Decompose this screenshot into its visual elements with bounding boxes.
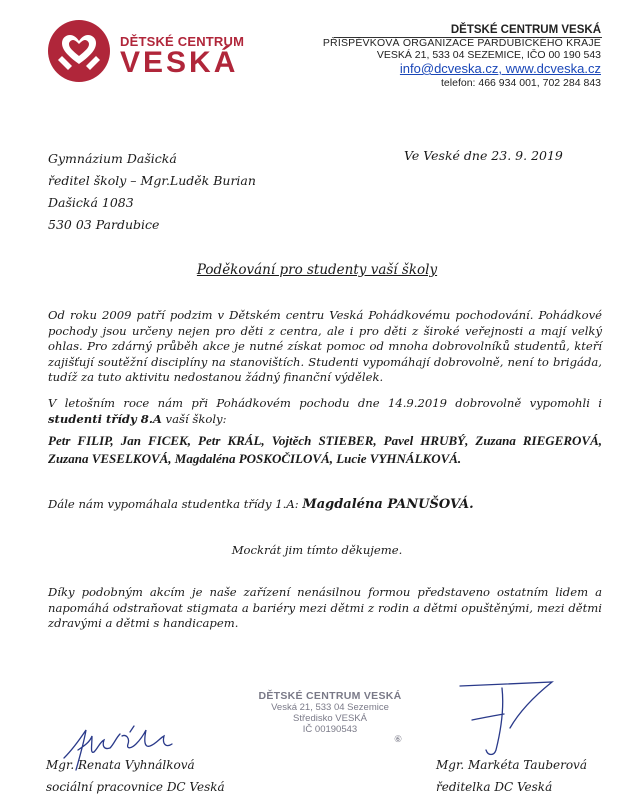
website-link[interactable]: www.dcveska.cz [505,61,601,76]
logo-text-top: DĚTSKÉ CENTRUM [120,34,245,49]
thanks-line: Mockrát jim tímto děkujeme. [231,543,403,557]
letter-title: Poděkování pro studenty vaší školy [196,262,438,278]
right-signature-block [436,754,587,798]
stamp-line-3: Středisko VESKÁ [293,713,367,724]
organization-logo [48,20,245,90]
organization-stamp [250,690,410,744]
right-signer-role: ředitelka DC Veská [436,780,553,794]
left-signer-name: Mgr. Renata Vyhnálková [46,758,195,772]
left-signature-block [46,754,225,798]
header-phone: telefon: 466 934 001, 702 284 843 [441,77,601,89]
email-link[interactable]: info@dcveska.cz [399,61,499,76]
student-names: Petr FILIP, Jan FICEK, Petr KRÁL, Vojtěch STIEBER, Pavel HRUBÝ, Zuzana RIEGEROVÁ, Zuzana VESELKOVÁ, Magdaléna POSKOČILOVÁ, Lucie VYHNÁLKOVÁ. [48,433,602,466]
recipient-line-1: Gymnázium Dašická [48,151,177,166]
body-paragraph-5: Díky podobným akcím je naše zařízení nenásilnou formou představeno ostatním lidem a napomáhá odstraňovat stigmata a bariéry mezi dětmi z rodin a dětmi opuštěnými, mezi dětmi zdravými a dětmi s handicapem. [48,585,602,630]
body-paragraph-1: Od roku 2009 patří podzim v Dětském centru Veská Pohádkovému pochodování. Pohádkové pochody jsou určeny nejen pro děti z centra, ale i pro děti z široké veřejnosti a mají velký ohlas. Pro zdárný průběh akce je nutné získat pomoc od mnoha dobrovolníků studentů, kteří zajišťují soutěžní disciplíny na stanovištích. Studenti vypomáhají dobrovolně, není to brigáda, tudíž za tuto aktivitu nedostanou žádný finanční výdělek. [48,308,602,384]
right-signature-icon [452,680,562,760]
paragraph-2-start: V letošním roce nám při Pohádkovém pochodu dne 14.9.2019 dobrovolně vypomohli i [48,396,602,410]
body-paragraph-4 [48,497,602,513]
left-signer-role: sociální pracovnice DC Veská [46,780,225,794]
paragraph-4-start: Dále nám vypomáhala studentka třídy 1.A: [48,497,303,511]
header-org-name: DĚTSKÉ CENTRUM VESKÁ [450,24,601,36]
letterhead [323,24,601,90]
paragraph-2-end: vaší školy: [161,411,227,426]
stamp-line-4: IČ 00190543 [302,724,358,735]
stamp-number: ⑥ [394,734,403,744]
recipient-address [48,148,256,236]
contact-separator: , [498,61,506,76]
header-address: VESKÁ 21, 533 04 SEZEMICE, IČO 00 190 543 [376,49,601,61]
paragraph-4-name: Magdaléna PANUŠOVÁ. [302,497,474,512]
paragraph-2-class: studenti třídy 8.A [48,411,162,426]
right-signer-name: Mgr. Markéta Tauberová [436,758,587,772]
header-contacts [323,61,601,77]
hands-heart-icon [48,20,110,82]
letter-date: Ve Veské dne 23. 9. 2019 [404,148,563,163]
stamp-line-1: DĚTSKÉ CENTRUM VESKÁ [258,690,402,702]
stamp-line-2: Veská 21, 533 04 Sezemice [271,702,389,713]
recipient-line-3: Dašická 1083 [48,195,134,210]
body-paragraph-2 [48,396,602,427]
logo-text-bottom: VESKÁ [120,46,239,79]
header-org-type: PŘÍSPĚVKOVÁ ORGANIZACE PARDUBICKÉHO KRAJE [322,37,601,49]
recipient-line-2: ředitel školy – Mgr.Luděk Burian [48,173,256,188]
recipient-line-4: 530 03 Pardubice [48,217,160,232]
